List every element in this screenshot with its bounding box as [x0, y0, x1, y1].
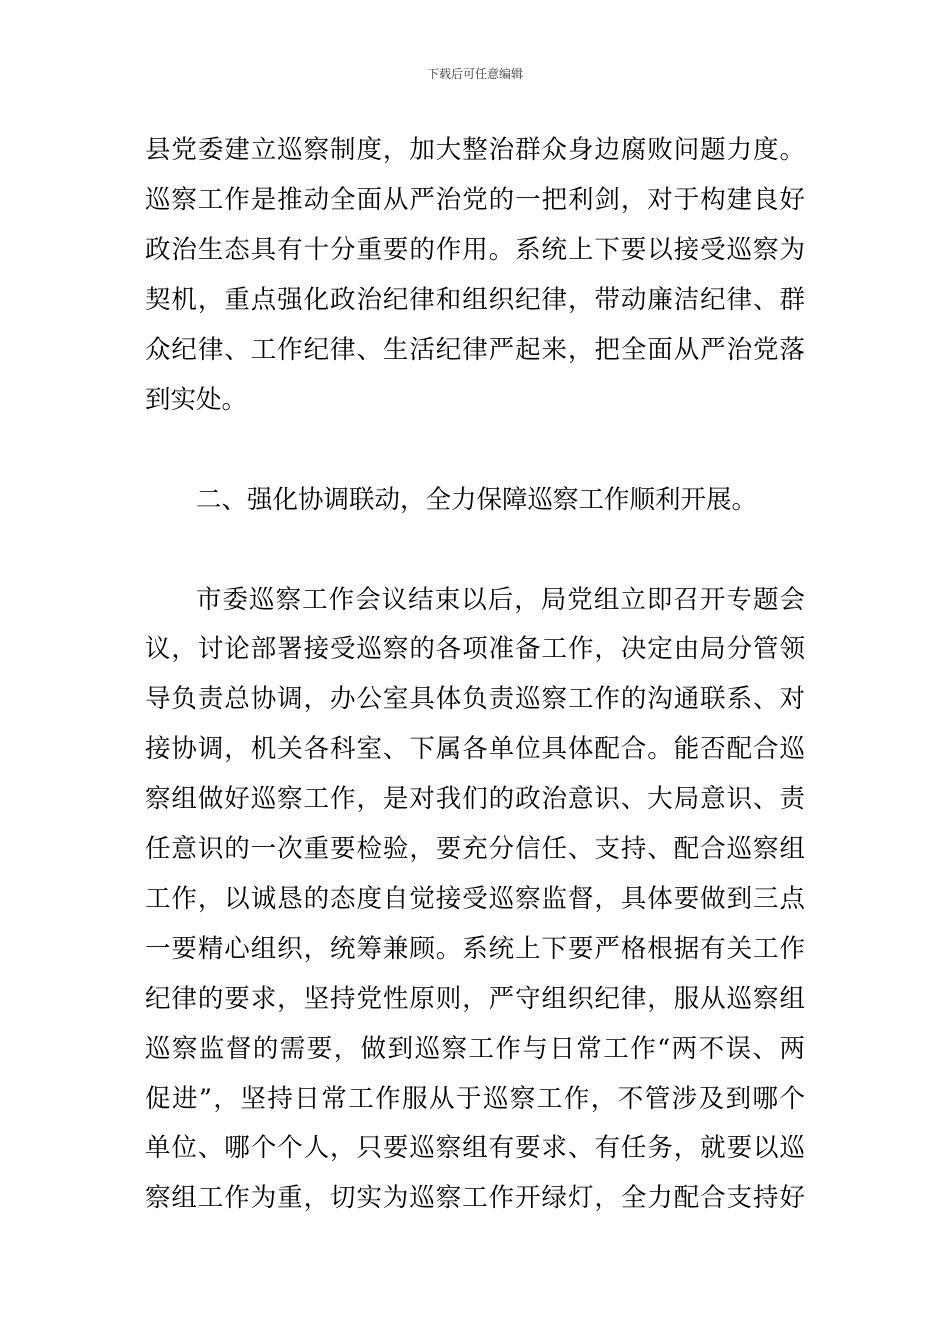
page-header: 下载后可任意编辑: [426, 67, 523, 81]
paragraph-line: 巡察工作是推动全面从严治党的一把利剑，对于构建良好: [145, 185, 805, 215]
paragraph-line: 导负责总协调，办公室具体负责巡察工作的沟通联系、对: [145, 684, 805, 714]
paragraph-line: 县党委建立巡察制度，加大整治群众身边腐败问题力度。: [145, 135, 805, 165]
paragraph-line: 促进”，坚持日常工作服从于巡察工作，不管涉及到哪个: [145, 1084, 805, 1114]
paragraph-line: 接协调，机关各科室、下属各单位具体配合。能否配合巡: [145, 734, 805, 764]
paragraph-line: 到实处。: [145, 385, 248, 415]
paragraph-line: 议，讨论部署接受巡察的各项准备工作，决定由局分管领: [145, 634, 805, 664]
paragraph-line: 众纪律、工作纪律、生活纪律严起来，把全面从严治党落: [145, 335, 805, 365]
paragraph-line: 任意识的一次重要检验，要充分信任、支持、配合巡察组: [145, 834, 805, 864]
paragraph-line: 政治生态具有十分重要的作用。系统上下要以接受巡察为: [145, 235, 805, 265]
paragraph-line: 工作，以诚恳的态度自觉接受巡察监督，具体要做到三点: [145, 884, 805, 914]
section-heading: 二、强化协调联动，全力保障巡察工作顺利开展。: [196, 485, 758, 515]
paragraph-line: 察组工作为重，切实为巡察工作开绿灯，全力配合支持好: [145, 1183, 805, 1213]
paragraph-line: 巡察监督的需要，做到巡察工作与日常工作“两不误、两: [145, 1034, 805, 1064]
paragraph-line: 纪律的要求，坚持党性原则，严守组织纪律，服从巡察组: [145, 984, 805, 1014]
paragraph-line: 市委巡察工作会议结束以后，局党组立即召开专题会: [196, 585, 805, 615]
paragraph-line: 一要精心组织，统筹兼顾。系统上下要严格根据有关工作: [145, 934, 805, 964]
paragraph-line: 契机，重点强化政治纪律和组织纪律，带动廉洁纪律、群: [145, 285, 805, 315]
paragraph-line: 单位、哪个个人，只要巡察组有要求、有任务，就要以巡: [145, 1133, 805, 1163]
paragraph-line: 察组做好巡察工作，是对我们的政治意识、大局意识、责: [145, 784, 805, 814]
